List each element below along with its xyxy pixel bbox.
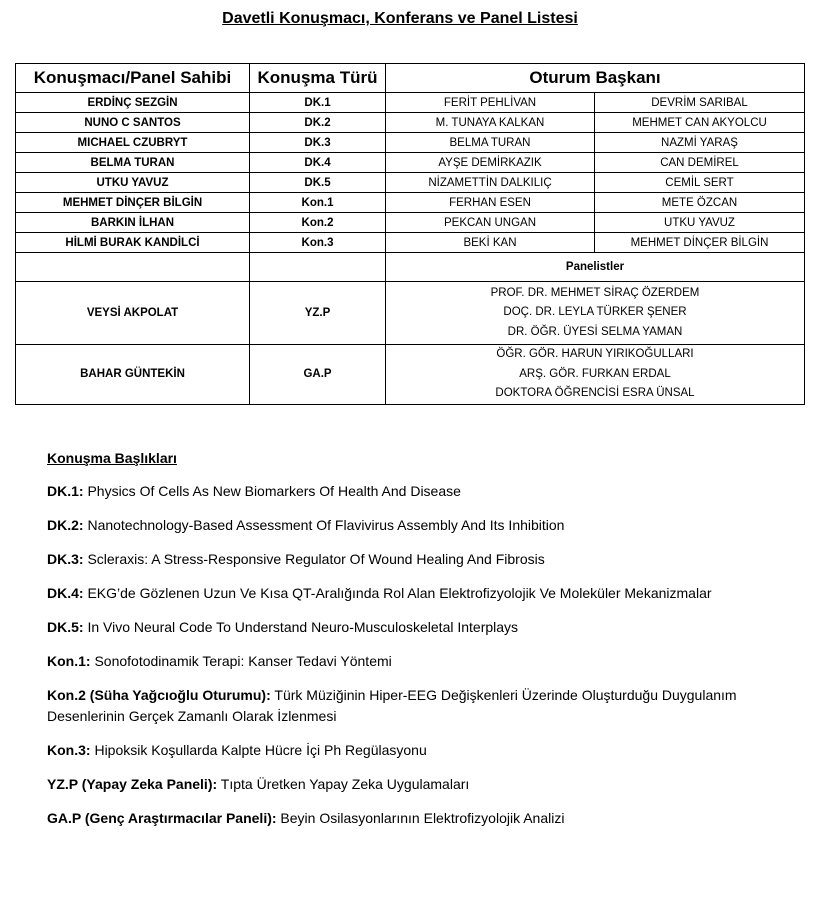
chair-cell-1: BELMA TURAN bbox=[386, 133, 595, 153]
empty-cell bbox=[250, 253, 386, 282]
talk-type-cell: DK.4 bbox=[250, 153, 386, 173]
chair-cell-1: AYŞE DEMİRKAZIK bbox=[386, 153, 595, 173]
talk-title-text: Hipoksik Koşullarda Kalpte Hücre İçi Ph Regülasyonu bbox=[90, 742, 427, 758]
speaker-table bbox=[15, 63, 805, 405]
talk-type-cell: DK.3 bbox=[250, 133, 386, 153]
talk-code: GA.P (Genç Araştırmacılar Paneli): bbox=[47, 810, 277, 826]
talk-title-text: Physics Of Cells As New Biomarkers Of Health And Disease bbox=[83, 483, 461, 499]
talk-titles-list bbox=[47, 481, 787, 829]
panelists-cell bbox=[386, 345, 805, 405]
talk-title-text: Sonofotodinamik Terapi: Kanser Tedavi Yöntemi bbox=[90, 653, 392, 669]
chair-cell-1: M. TUNAYA KALKAN bbox=[386, 113, 595, 133]
talk-code: DK.4: bbox=[47, 585, 84, 601]
panel-owner: VEYSİ AKPOLAT bbox=[16, 282, 250, 345]
talk-title-item bbox=[47, 808, 787, 829]
panelist: PROF. DR. MEHMET SİRAÇ ÖZERDEM bbox=[490, 286, 700, 299]
panelist: DOKTORA ÖĞRENCİSİ ESRA ÜNSAL bbox=[495, 387, 695, 399]
speaker-cell: MEHMET DİNÇER BİLGİN bbox=[16, 193, 250, 213]
talk-code: DK.5: bbox=[47, 619, 84, 635]
chair-cell-2: MEHMET CAN AKYOLCU bbox=[595, 113, 805, 133]
talk-title-text: Beyin Osilasyonlarının Elektrofizyolojik Analizi bbox=[276, 810, 565, 826]
talk-title-item bbox=[47, 685, 787, 727]
speaker-cell: HİLMİ BURAK KANDİLCİ bbox=[16, 233, 250, 253]
talk-type-cell: Kon.1 bbox=[250, 193, 386, 213]
talk-title-text: Tıpta Üretken Yapay Zeka Uygulamaları bbox=[217, 776, 470, 792]
chair-cell-1: PEKCAN UNGAN bbox=[386, 213, 595, 233]
panelist: DR. ÖĞR. ÜYESİ SELMA YAMAN bbox=[507, 325, 683, 338]
chair-cell-2: MEHMET DİNÇER BİLGİN bbox=[595, 233, 805, 253]
chair-cell-1: NİZAMETTİN DALKILIÇ bbox=[386, 173, 595, 193]
speaker-cell: BELMA TURAN bbox=[16, 153, 250, 173]
talk-type-cell: DK.1 bbox=[250, 93, 386, 113]
talk-code: DK.2: bbox=[47, 517, 84, 533]
speaker-cell: ERDİNÇ SEZGİN bbox=[16, 93, 250, 113]
talk-type-cell: DK.2 bbox=[250, 113, 386, 133]
talk-code: Kon.3: bbox=[47, 742, 91, 758]
table-row bbox=[16, 193, 805, 213]
table-row bbox=[16, 93, 805, 113]
talk-title-item bbox=[47, 549, 787, 570]
talk-code: DK.1: bbox=[47, 483, 84, 499]
panel-header-row bbox=[16, 253, 805, 282]
table-row bbox=[16, 153, 805, 173]
panel-row bbox=[16, 282, 805, 345]
chair-cell-1: FERİT PEHLİVAN bbox=[386, 93, 595, 113]
panel-row bbox=[16, 345, 805, 405]
panelist: ARŞ. GÖR. FURKAN ERDAL bbox=[519, 367, 671, 380]
table-row bbox=[16, 213, 805, 233]
panel-type: YZ.P bbox=[250, 282, 386, 345]
panel-owner: BAHAR GÜNTEKİN bbox=[16, 345, 250, 405]
talk-title-item bbox=[47, 583, 787, 604]
chair-cell-2: UTKU YAVUZ bbox=[595, 213, 805, 233]
talk-title-item bbox=[47, 617, 787, 638]
header-speaker: Konuşmacı/Panel Sahibi bbox=[16, 64, 250, 93]
speaker-cell: NUNO C SANTOS bbox=[16, 113, 250, 133]
panelists-cell bbox=[386, 282, 805, 345]
speaker-cell: MICHAEL CZUBRYT bbox=[16, 133, 250, 153]
panelist: DOÇ. DR. LEYLA TÜRKER ŞENER bbox=[503, 306, 687, 319]
talk-title-item bbox=[47, 481, 787, 502]
talk-type-cell: Kon.3 bbox=[250, 233, 386, 253]
speaker-cell: BARKIN İLHAN bbox=[16, 213, 250, 233]
chair-cell-2: CAN DEMİREL bbox=[595, 153, 805, 173]
talk-code: DK.3: bbox=[47, 551, 84, 567]
talk-title-item bbox=[47, 740, 787, 761]
talk-titles-heading: Konuşma Başlıkları bbox=[47, 450, 177, 466]
talk-code: Kon.1: bbox=[47, 653, 91, 669]
talk-type-cell: DK.5 bbox=[250, 173, 386, 193]
panel-type: GA.P bbox=[250, 345, 386, 405]
chair-cell-1: BEKİ KAN bbox=[386, 233, 595, 253]
table-header-row bbox=[16, 64, 805, 93]
chair-cell-1: FERHAN ESEN bbox=[386, 193, 595, 213]
table-row bbox=[16, 173, 805, 193]
talk-title-item bbox=[47, 651, 787, 672]
talk-type-cell: Kon.2 bbox=[250, 213, 386, 233]
table-row bbox=[16, 113, 805, 133]
talk-title-text: Scleraxis: A Stress-Responsive Regulator Of Wound Healing And Fibrosis bbox=[83, 551, 545, 567]
talk-code: YZ.P (Yapay Zeka Paneli): bbox=[47, 776, 218, 792]
talk-title-item bbox=[47, 515, 787, 536]
chair-cell-2: DEVRİM SARIBAL bbox=[595, 93, 805, 113]
table-row bbox=[16, 233, 805, 253]
talk-title-item bbox=[47, 774, 787, 795]
document-title: Davetli Konuşmacı, Konferans ve Panel Listesi bbox=[222, 10, 578, 27]
panelist: ÖĞR. GÖR. HARUN YIRIKOĞULLARI bbox=[496, 348, 694, 360]
talk-titles-section bbox=[47, 450, 787, 842]
talk-title-text: In Vivo Neural Code To Understand Neuro-Musculoskeletal Interplays bbox=[83, 619, 519, 635]
header-type: Konuşma Türü bbox=[250, 64, 386, 93]
panelists-header: Panelistler bbox=[386, 253, 805, 282]
talk-code: Kon.2 (Süha Yağcıoğlu Oturumu): bbox=[47, 687, 271, 703]
chair-cell-2: NAZMİ YARAŞ bbox=[595, 133, 805, 153]
talk-title-text: EKG’de Gözlenen Uzun Ve Kısa QT-Aralığında Rol Alan Elektrofizyolojik Ve Moleküler Mekanizmalar bbox=[83, 585, 712, 601]
empty-cell bbox=[16, 253, 250, 282]
header-chair: Oturum Başkanı bbox=[386, 64, 805, 93]
table-row bbox=[16, 133, 805, 153]
chair-cell-2: CEMİL SERT bbox=[595, 173, 805, 193]
speaker-cell: UTKU YAVUZ bbox=[16, 173, 250, 193]
talk-title-text: Nanotechnology-Based Assessment Of Flavivirus Assembly And Its Inhibition bbox=[83, 517, 565, 533]
talk-title-text: Türk Müziğinin Hiper-EEG Değişkenleri Üzerinde Oluşturduğu Duygulanım Desenlerinin Gerçek Zamanlı Olarak İzlenmesi bbox=[47, 687, 737, 724]
chair-cell-2: METE ÖZCAN bbox=[595, 193, 805, 213]
